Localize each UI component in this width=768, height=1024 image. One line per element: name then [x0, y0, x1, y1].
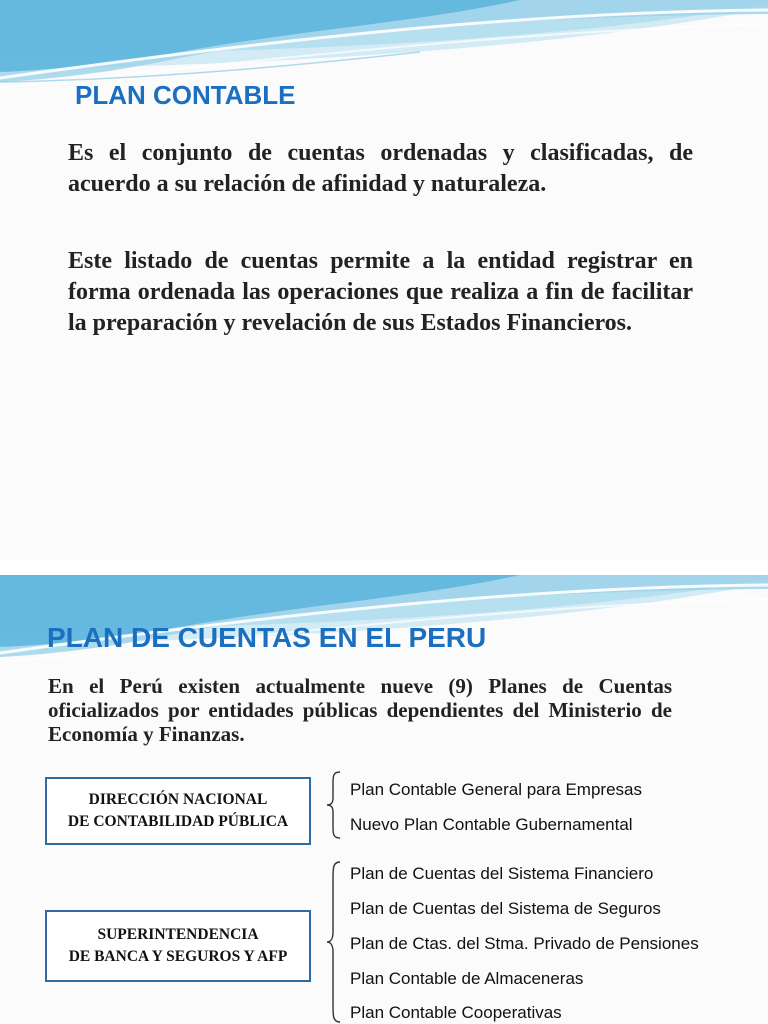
curly-brace-icon — [326, 860, 342, 1024]
slide-plan-de-cuentas — [0, 575, 768, 1024]
org-name-line: SUPERINTENDENCIA — [97, 926, 259, 943]
org-name-line: DIRECCIÓN NACIONAL — [88, 791, 268, 808]
slide-title: PLAN CONTABLE — [75, 80, 296, 110]
plan-item: Plan de Cuentas del Sistema Financiero — [350, 864, 654, 883]
plan-item: Plan de Ctas. del Stma. Privado de Pensiones — [350, 934, 699, 953]
purpose-paragraph: Este listado de cuentas permite a la entidad registrar en forma ordenada las operaciones que realiza a fin de facilitar la preparación y revelación de sus Estados Financieros. — [68, 248, 693, 336]
slide-separator — [0, 560, 768, 575]
definition-paragraph: Es el conjunto de cuentas ordenadas y clasificadas, de acuerdo a su relación de afinidad y naturaleza. — [68, 140, 693, 197]
org-box-contabilidad-publica — [45, 777, 311, 845]
org-box-superintendencia — [45, 910, 311, 982]
plan-item: Plan Contable Cooperativas — [350, 1003, 562, 1022]
plan-item: Plan Contable de Almaceneras — [350, 969, 584, 988]
plan-item: Plan de Cuentas del Sistema de Seguros — [350, 899, 661, 918]
intro-paragraph: En el Perú existen actualmente nueve (9) Planes de Cuentas oficializados por entidades públicas dependientes del Ministerio de Economía y Finanzas. — [48, 674, 672, 746]
org-name-line: DE CONTABILIDAD PÚBLICA — [67, 813, 289, 830]
org-name-line: DE BANCA Y SEGUROS Y AFP — [68, 948, 288, 965]
slide-title: PLAN DE CUENTAS EN EL PERU — [47, 622, 487, 653]
plan-item: Plan Contable General para Empresas — [350, 780, 642, 799]
plan-item: Nuevo Plan Contable Gubernamental — [350, 815, 633, 834]
curly-brace-icon — [326, 770, 342, 840]
